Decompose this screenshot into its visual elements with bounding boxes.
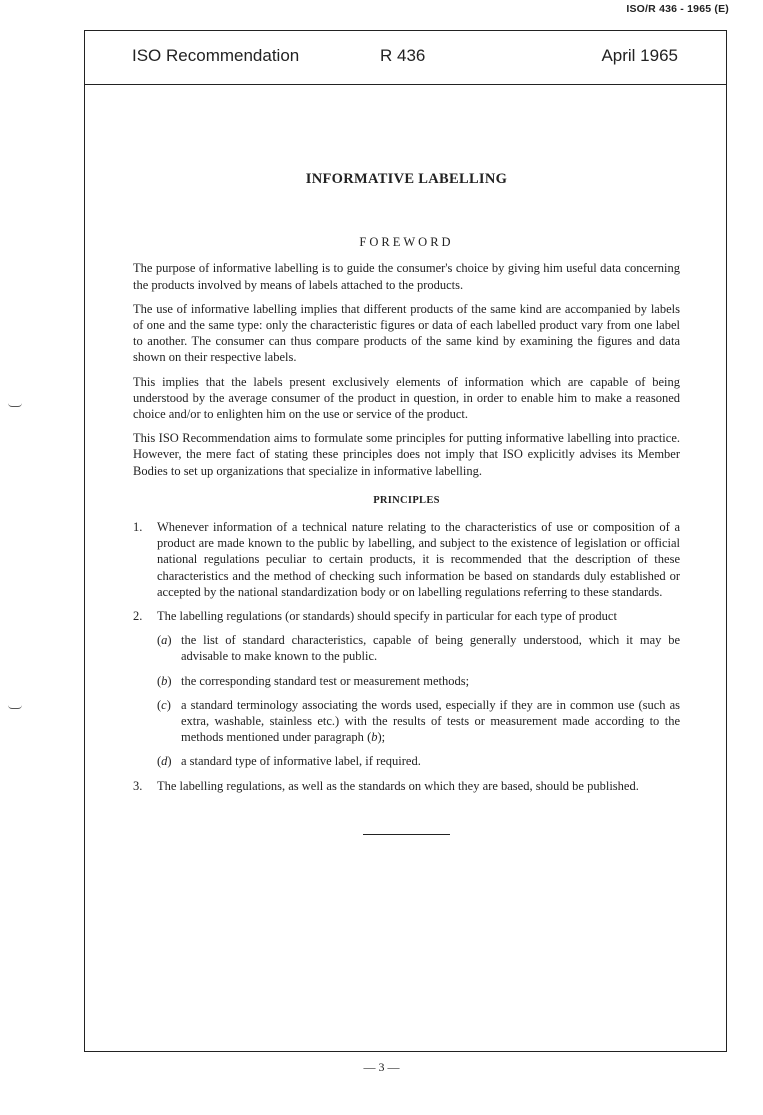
item-number: 3. [133, 778, 143, 793]
principle-item [133, 778, 680, 794]
sub-item: (c) a standard terminology associating the words used, especially if they are in common use (such as extra, washable, stainless etc.) with the results of tests or measurement made according to the methods mentioned under paragraph (b); [157, 697, 680, 745]
header-band [85, 31, 726, 85]
page-number: — 3 — [363, 1060, 400, 1074]
end-divider [363, 834, 450, 835]
sub-item-label: (b) [157, 673, 172, 688]
header-number: R 436 [380, 46, 426, 65]
margin-mark [8, 705, 22, 709]
paragraph-reference: b [371, 730, 378, 745]
page-frame [84, 30, 727, 1052]
item-number: 1. [133, 520, 143, 535]
sub-item-text: a standard terminology associating the words used, especially if they are in common use (such as extra, washable, stainless etc.) with the results of tests or measurement made according to the methods mentioned under paragraph [181, 697, 680, 745]
foreword-paragraph: This implies that the labels present exclusively elements of information which are capable of being understood by the average consumer of the product in question, in order to enable him to make a reasoned choice and/or to enlighten him on the use or service of the product. [133, 374, 680, 422]
sub-item [157, 753, 680, 769]
page-title: INFORMATIVE LABELLING [305, 171, 508, 187]
item-text: The labelling regulations (or standards) should specify in particular for each type of product [157, 609, 617, 624]
sub-item-label: (c) [157, 697, 171, 712]
header-series: ISO Recommendation [132, 46, 300, 65]
sub-item-label: (a) [157, 633, 172, 648]
principles-heading: PRINCIPLES [373, 494, 440, 506]
sub-item-text: a standard type of informative label, if required. [181, 754, 421, 769]
item-text: Whenever information of a technical nature relating to the characteristics of use or composition of a product are made known to the public by labelling, and subject to the existence of legislation or official national regulations peculiar to certain products, it is recommended that the description of these characteristics and the method of checking such information be based on standards duly established or accepted by the national standardization body or on labelling regulations referring to these standards. [157, 520, 680, 599]
item-text: The labelling regulations, as well as the standards on which they are based, should be published. [157, 778, 639, 793]
document-body [133, 171, 680, 835]
sub-item [157, 632, 680, 664]
document-reference: ISO/R 436 - 1965 (E) [626, 3, 729, 15]
foreword-paragraph: This ISO Recommendation aims to formulate some principles for putting informative labelling into practice. However, the mere fact of stating these principles does not imply that ISO explicitly advises its Member Bodies to set up organizations that specialize in informative labelling. [133, 431, 680, 478]
margin-mark [8, 403, 22, 407]
foreword-paragraph: The purpose of informative labelling is to guide the consumer's choice by giving him useful data concerning the products involved by means of labels attached to the products. [133, 261, 680, 292]
header-date: April 1965 [601, 46, 678, 65]
sub-item [157, 673, 680, 689]
principle-item [133, 608, 680, 624]
sub-item-text: the list of standard characteristics, capable of being generally understood, which it may be advisable to make known to the public. [181, 633, 680, 664]
foreword-heading: FOREWORD [359, 235, 454, 250]
sub-item-text: the corresponding standard test or measurement methods; [181, 673, 470, 688]
sub-item-label: (d) [157, 754, 172, 769]
sub-item-tail: ; [381, 730, 386, 745]
item-number: 2. [133, 609, 143, 624]
foreword-paragraph: The use of informative labelling implies that different products of the same kind are accompanied by labels of one and the same type: only the characteristic figures or data of each labelled product vary from one label to another. The consumer can thus compare products of the same kind by examining the figures and data shown on their respective labels. [133, 301, 680, 365]
principle-item [133, 519, 680, 600]
